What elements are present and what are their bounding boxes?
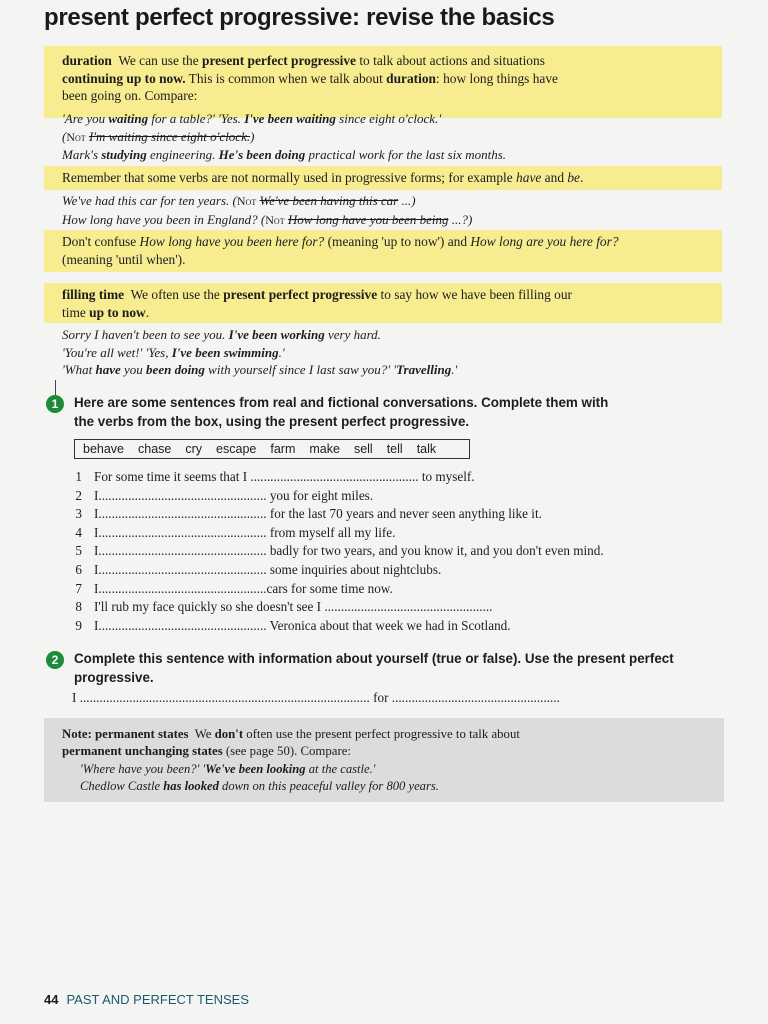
item-text: I'll rub my face quickly so she doesn't see I ................................................... — [94, 599, 493, 615]
text: (meaning 'up to now') and — [324, 234, 471, 249]
keyword: studying — [101, 147, 147, 162]
keyword: present perfect progressive — [202, 53, 356, 68]
page-footer — [44, 992, 249, 1007]
box-word: chase — [138, 442, 172, 456]
text: ...?) — [448, 211, 473, 227]
note-examples — [80, 761, 720, 795]
text: This is common when we talk about — [185, 70, 387, 86]
text: We've had this car for ten years. ( — [62, 193, 237, 208]
example-line — [62, 128, 722, 147]
text: We can use the — [118, 53, 203, 68]
exercise-item[interactable] — [70, 617, 740, 636]
item-number: 3 — [75, 506, 82, 522]
exercise-item[interactable] — [70, 468, 740, 487]
keyword: up to now — [89, 304, 146, 320]
text: with yourself since I last saw you?' ' — [204, 362, 397, 377]
keyword: He's been doing — [218, 147, 306, 162]
item-number: 5 — [75, 543, 82, 559]
text: .' — [278, 344, 285, 360]
text: : how long things have — [436, 70, 558, 86]
filling-label: filling time — [62, 287, 125, 302]
keyword: I've been swimming — [171, 344, 279, 360]
keyword: continuing up to now. — [62, 70, 186, 86]
text: ...) — [398, 193, 416, 208]
incorrect-example: How long have you been being — [287, 211, 449, 227]
exercise-1-number: 1 — [46, 395, 64, 413]
text: ) — [250, 128, 255, 144]
text: ( — [62, 128, 67, 144]
text: you — [120, 362, 147, 377]
text: very hard. — [324, 327, 381, 342]
exercise-item[interactable] — [70, 542, 740, 561]
text: Chedlow Castle — [80, 779, 164, 793]
exercise-item[interactable] — [70, 487, 740, 506]
exercise-item[interactable] — [70, 505, 740, 524]
instruction-line: progressive. — [74, 670, 154, 685]
item-text: I................................................... from myself all my life. — [94, 524, 396, 540]
exercise-item[interactable] — [70, 598, 740, 617]
text: been going on. Compare: — [62, 88, 198, 103]
text: practical work for the last six months. — [305, 147, 507, 162]
exercise-item[interactable] — [70, 580, 740, 599]
filling-examples — [62, 326, 722, 379]
text: . — [580, 170, 584, 185]
text: 'Are you — [62, 111, 109, 126]
duration-examples — [62, 110, 722, 164]
text: 'What — [62, 362, 96, 377]
keyword: I've been working — [228, 327, 325, 342]
text: at the castle.' — [305, 762, 376, 776]
keyword: have — [516, 170, 542, 185]
item-text: I...................................................cars for some time now. — [94, 580, 393, 596]
incorrect-example: I'm waiting since eight o'clock. — [88, 128, 251, 144]
item-text: I................................................... some inquiries about nightclubs. — [94, 561, 442, 577]
text: Don't confuse — [62, 234, 140, 249]
text: down on this peaceful valley for 800 years. — [218, 779, 439, 793]
text: and — [541, 170, 568, 185]
instruction-line: the verbs from the box, using the present perfect progressive. — [74, 414, 470, 429]
note-explanation — [62, 726, 712, 760]
example-line — [62, 211, 722, 230]
keyword: How long have you been here for? — [139, 234, 325, 249]
item-text: I................................................... badly for two years, and you know it, and you don't even mind. — [94, 543, 604, 559]
keyword: present perfect progressive — [223, 287, 378, 302]
item-text: I................................................... for the last 70 years and never seen anything like it. — [94, 506, 542, 522]
keyword: We've been looking — [205, 762, 306, 776]
example-line — [62, 344, 722, 362]
remember-examples — [62, 192, 722, 229]
box-word: make — [309, 442, 340, 456]
filling-explanation — [62, 286, 722, 321]
example-line — [62, 326, 722, 344]
text: (see page 50). Compare: — [222, 744, 351, 758]
text: 'You're all wet!' 'Yes, — [62, 344, 172, 360]
exercise-item[interactable] — [70, 524, 740, 543]
note-label: Note: permanent states — [62, 727, 189, 741]
text: time — [62, 304, 90, 320]
text: Remember that some verbs are not normally used in progressive forms; for example — [62, 170, 517, 185]
item-number: 7 — [75, 580, 82, 596]
keyword: How long are you here for? — [470, 234, 619, 249]
item-number: 9 — [75, 617, 82, 633]
box-word: farm — [270, 442, 296, 456]
keyword: been doing — [146, 362, 205, 377]
keyword: Travelling — [396, 362, 452, 377]
exercise-1-items — [70, 468, 740, 635]
section-title: PAST AND PERFECT TENSES — [66, 992, 250, 1007]
incorrect-example: We've been having this car — [259, 193, 399, 208]
remember-explanation — [62, 169, 722, 187]
keyword: has looked — [163, 779, 219, 793]
example-line — [62, 146, 722, 164]
text: engineering. — [146, 147, 219, 162]
exercise-2-number: 2 — [46, 651, 64, 669]
example-line — [62, 192, 722, 211]
box-word: talk — [416, 442, 437, 456]
keyword: permanent unchanging states — [62, 744, 223, 758]
text: often use the present perfect progressive to talk about — [243, 727, 520, 741]
text: to talk about actions and situations — [355, 53, 545, 68]
box-word: sell — [353, 442, 373, 456]
not-marker: Not — [236, 194, 257, 208]
keyword: duration — [386, 70, 436, 86]
exercise-2-answer-line[interactable]: I ........................................................................................ for ................................................... — [72, 690, 560, 705]
text: . — [145, 304, 150, 320]
keyword: be — [567, 170, 580, 185]
item-number: 4 — [75, 524, 82, 540]
keyword: waiting — [108, 111, 149, 126]
box-word: escape — [216, 442, 257, 456]
exercise-item[interactable] — [70, 561, 740, 580]
not-marker: Not — [265, 212, 285, 227]
instruction-line: Here are some sentences from real and fictional conversations. Complete them with — [74, 395, 609, 410]
example-line — [62, 361, 722, 379]
text: to say how we have been filling our — [377, 287, 573, 302]
box-word: cry — [185, 442, 203, 456]
text: (meaning 'until when'). — [62, 251, 186, 267]
keyword: I've been waiting — [244, 111, 336, 126]
text: We often use the — [130, 287, 224, 302]
duration-explanation — [62, 52, 722, 105]
page-title: present perfect progressive: revise the basics — [44, 4, 555, 31]
item-text: I................................................... you for eight miles. — [94, 487, 374, 503]
example-line — [80, 778, 720, 795]
text: Sorry I haven't been to see you. — [62, 327, 229, 342]
text: Mark's — [62, 147, 102, 162]
item-number: 2 — [75, 487, 82, 503]
keyword: don't — [214, 727, 244, 741]
item-text: I................................................... Veronica about that week we had in Scotland. — [94, 617, 511, 633]
text: 'Where have you been?' ' — [80, 762, 206, 776]
not-marker: Not — [66, 129, 86, 144]
page-number: 44 — [44, 992, 59, 1007]
item-text: For some time it seems that I ................................................... to myself. — [94, 469, 475, 484]
keyword: have — [95, 362, 121, 377]
box-word: tell — [386, 442, 403, 456]
divider — [55, 380, 56, 396]
example-line — [62, 110, 722, 128]
text: for a table?' 'Yes. — [148, 111, 245, 126]
duration-label: duration — [62, 53, 112, 68]
text: We — [194, 727, 215, 741]
item-number: 1 — [75, 469, 82, 484]
exercise-1-instruction — [74, 393, 608, 431]
exercise-2-instruction — [74, 649, 674, 687]
text: .' — [451, 362, 458, 377]
word-box — [74, 439, 470, 459]
instruction-line: Complete this sentence with information about yourself (true or false). Use the present perfect — [74, 651, 674, 666]
text: since eight o'clock.' — [335, 111, 442, 126]
example-line — [80, 761, 720, 778]
item-number: 6 — [75, 561, 82, 577]
box-word: behave — [83, 442, 125, 456]
confuse-explanation — [62, 233, 722, 268]
item-number: 8 — [75, 599, 82, 615]
text: How long have you been in England? ( — [62, 211, 266, 227]
